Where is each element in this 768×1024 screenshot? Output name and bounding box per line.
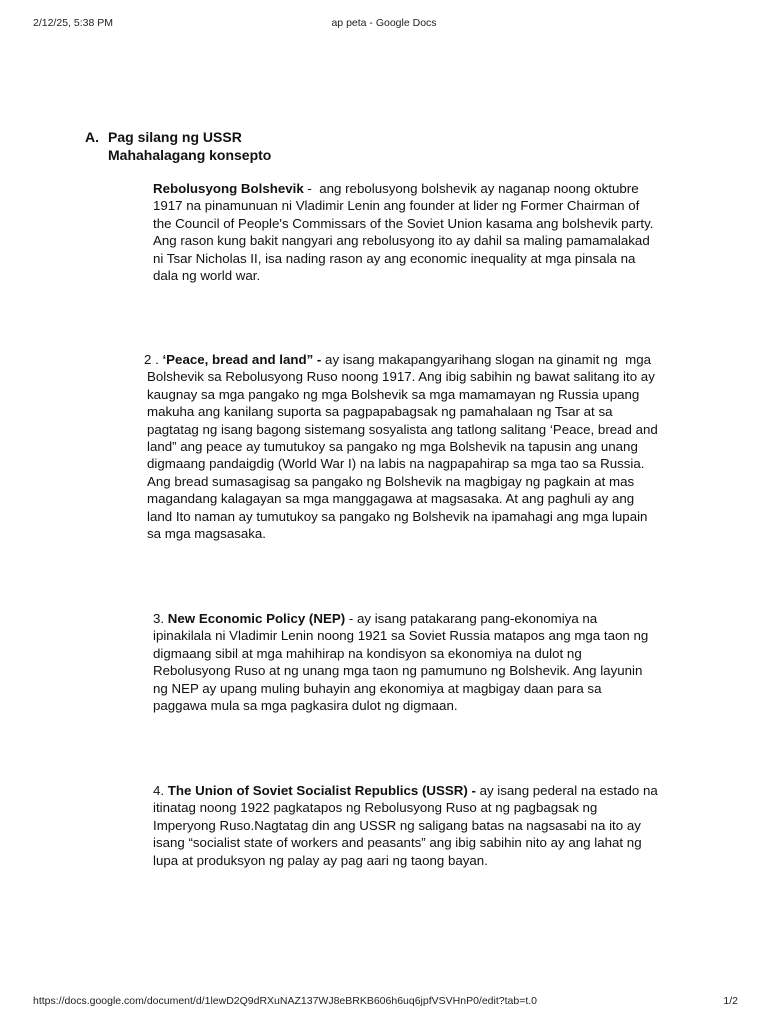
paragraph-line: ng NEP ay upang muling buhayin ang ekonomiya at magbigay daan para sa <box>153 680 602 696</box>
concept-new-economic-policy <box>153 610 648 714</box>
paragraph-line: dala ng world war. <box>153 268 261 284</box>
paragraph-line: itinatag noong 1922 pagkatapos ng Rebolusyong Ruso at ng pagbagsak ng <box>153 800 598 816</box>
item-number: 2 . <box>144 352 163 367</box>
term-label: The Union of Soviet Socialist Republics (USSR) - <box>167 783 476 798</box>
paragraph-line: ang rebolusyong bolshevik ay naganap noong oktubre <box>319 181 639 196</box>
paragraph-line: sa mga magsasaka. <box>147 526 266 542</box>
document-title: ap peta - Google Docs <box>331 17 437 29</box>
paragraph-line: land Ito naman ay tumutukoy sa pangako ng Bolshevik na ipamahagi ang mga lupain <box>147 508 648 524</box>
paragraph-line: ni Tsar Nicholas II, isa nading rason ay ang economic inequality at mga pinsala na <box>153 250 636 266</box>
concept-bolshevik-revolution <box>153 180 653 284</box>
term-label: ‘Peace, bread and land” - <box>162 352 322 367</box>
paragraph-line: kaugnay sa mga pangako ng mga Bolshevik sa mga mamamayan ng Russia upang <box>147 386 640 402</box>
paragraph-line: ipinakilala ni Vladimir Lenin noong 1921 sa Soviet Russia matapos ang mga taon ng <box>153 628 649 644</box>
paragraph-line: lupa at produksyon ng palay ay pag aari ng taong bayan. <box>153 852 488 868</box>
document-url: https://docs.google.com/document/d/1lewD2Q9dRXuNAZ137WJ8eBRKB606h6uq6jpfVSVHnP0/edit?tab=t.0 <box>33 995 538 1007</box>
paragraph-line: land” ang peace ay tumutukoy sa pangako ng mga Bolshevik na tapusin ang unang <box>147 439 638 455</box>
paragraph-line: Ang bread sumasagisag sa pangako ng Bolshevik na magbigay ng pagkain at mas <box>147 473 635 489</box>
paragraph-line: makuha ang kanilang suporta sa pagpapabagsak ng pamahalaan ng Tsar at sa <box>147 404 613 420</box>
paragraph-line: Ang rason kung bakit nangyari ang rebolusyong ito ay dahil sa maling pamamalakad <box>153 233 650 249</box>
paragraph-line: the Council of People's Commissars of the Soviet Union kasama ang bolshevik party. <box>153 215 654 231</box>
paragraph-line: pagtatag ng isang bagong sistemang sosyalista ang tatlong salitang ‘Peace, bread and <box>147 421 658 437</box>
paragraph-line: isang “socialist state of workers and peasants” ang ibig sabihin nito ay ang lahat ng <box>153 835 642 851</box>
print-datetime: 2/12/25, 5:38 PM <box>33 17 113 29</box>
paragraph-line: magandang kalagayan sa mga manggagawa at magsasaka. At ang paghuli ay ang <box>147 491 635 507</box>
page-number: 1/2 <box>723 995 738 1007</box>
concept-ussr <box>153 782 658 869</box>
item-number: 4. <box>153 783 168 798</box>
paragraph-line: paggawa mula sa mga pagkasira dulot ng digmaan. <box>153 698 458 714</box>
paragraph-line: ay isang makapangyarihang slogan na ginamit ng mga <box>321 352 652 367</box>
item-number: 3. <box>153 611 168 626</box>
term-separator: - <box>303 181 320 196</box>
paragraph-line: digmaang sibil at mga mahihirap na kondisyon sa ekonomiya na dulot ng <box>153 645 582 661</box>
term-label: New Economic Policy (NEP) <box>167 611 346 626</box>
section-subtitle: Mahahalagang konsepto <box>108 147 272 163</box>
paragraph-line: Rebolusyong Ruso at ng unang mga taon ng pamumuno ng Bolshevik. Ang layunin <box>153 663 643 679</box>
paragraph-line: - ay isang patakarang pang-ekonomiya na <box>345 611 598 626</box>
paragraph-line: digmaang pandaigdig (World War I) na labis na nagpapahirap sa mga tao sa Russia. <box>147 456 645 472</box>
section-heading <box>85 128 271 164</box>
paragraph-line: 1917 na pinamunuan ni Vladimir Lenin ang founder at lider ng Former Chairman of <box>153 198 640 214</box>
section-letter: A. <box>85 129 99 145</box>
paragraph-line: Bolshevik sa Rebolusyong Ruso noong 1917. Ang ibig sabihin ng bawat salitang ito ay <box>147 369 655 385</box>
paragraph-line: Imperyong Ruso.Nagtatag din ang USSR ng saligang batas na nagsasabi na ito ay <box>153 817 641 833</box>
term-label: Rebolusyong Bolshevik <box>153 181 304 196</box>
concept-peace-bread-land <box>144 351 658 542</box>
section-title: Pag silang ng USSR <box>108 129 242 145</box>
paragraph-line: ay isang pederal na estado na <box>475 783 658 798</box>
